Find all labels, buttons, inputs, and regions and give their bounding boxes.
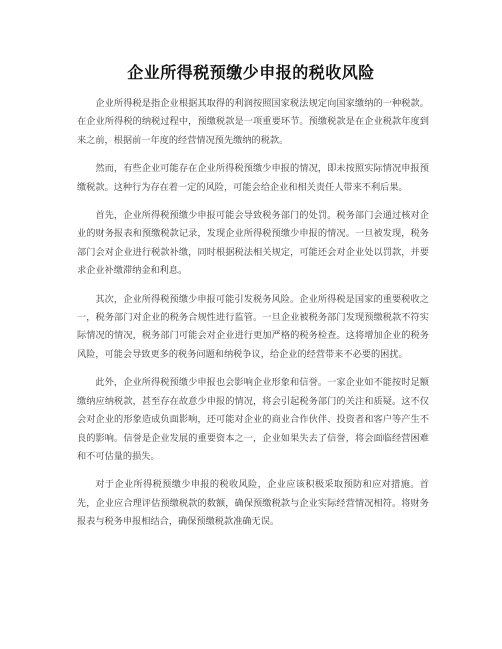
paragraph-1: 企业所得税是指企业根据其取得的利润按照国家税法规定向国家缴纳的一种税款。在企业所得税的纳税过程中，预缴税款是一项重要环节。预缴税款是在企业税款年度到来之前，根据前一年度的经营情况预先缴纳的税款。 xyxy=(77,98,429,146)
document-body xyxy=(77,95,429,542)
paragraph-6: 对于企业所得税预缴少申报的税收风险，企业应该积极采取预防和应对措施。首先，企业应合理评估预缴税款的数额，确保预缴税款与企业实际经营情况相符。将财务报表与税务申报相结合，确保预缴税款准确无误。 xyxy=(77,479,429,528)
paragraph-3: 首先，企业所得税预缴少申报可能会导致税务部门的处罚。税务部门会通过核对企业的财务报表和预缴税款记录，发现企业所得税预缴少申报的情况。一旦被发现，税务部门会对企业进行税款补缴，同时根据税法相关规定，可能还会对企业处以罚款，并要求企业补缴滞纳金和利息。 xyxy=(77,210,429,277)
paragraph-2: 然而，有些企业可能存在企业所得税预缴少申报的情况，即未按照实际情况申报预缴税款。这种行为存在着一定的风险，可能会给企业和相关责任人带来不利后果。 xyxy=(77,163,429,193)
paragraph-4: 其次，企业所得税预缴少申报可能引发税务风险。企业所得税是国家的重要税收之一，税务部门对企业的税务合规性进行监管。一旦企业被税务部门发现预缴税款不符实际情况的情况，税务部门可能会对企业进行更加严格的税务检查。这将增加企业的税务风险，可能会导致更多的税务问题和纳税争议，给企业的经营带来不必要的困扰。 xyxy=(77,293,429,360)
paragraph-5: 此外，企业所得税预缴少申报也会影响企业形象和信誉。一家企业如不能按时足额缴纳应纳税款，甚至存在故意少申报的情况，将会引起税务部门的关注和质疑。这不仅会对企业的形象造成负面影响，还可能对企业的商业合作伙伴、投资者和客户等产生不良的影响。信誉是企业发展的重要资本之一，企业如果失去了信誉，将会面临经营困难和不可估量的损失。 xyxy=(77,377,429,462)
document-title: 企业所得税预缴少申报的税收风险 xyxy=(127,63,375,82)
